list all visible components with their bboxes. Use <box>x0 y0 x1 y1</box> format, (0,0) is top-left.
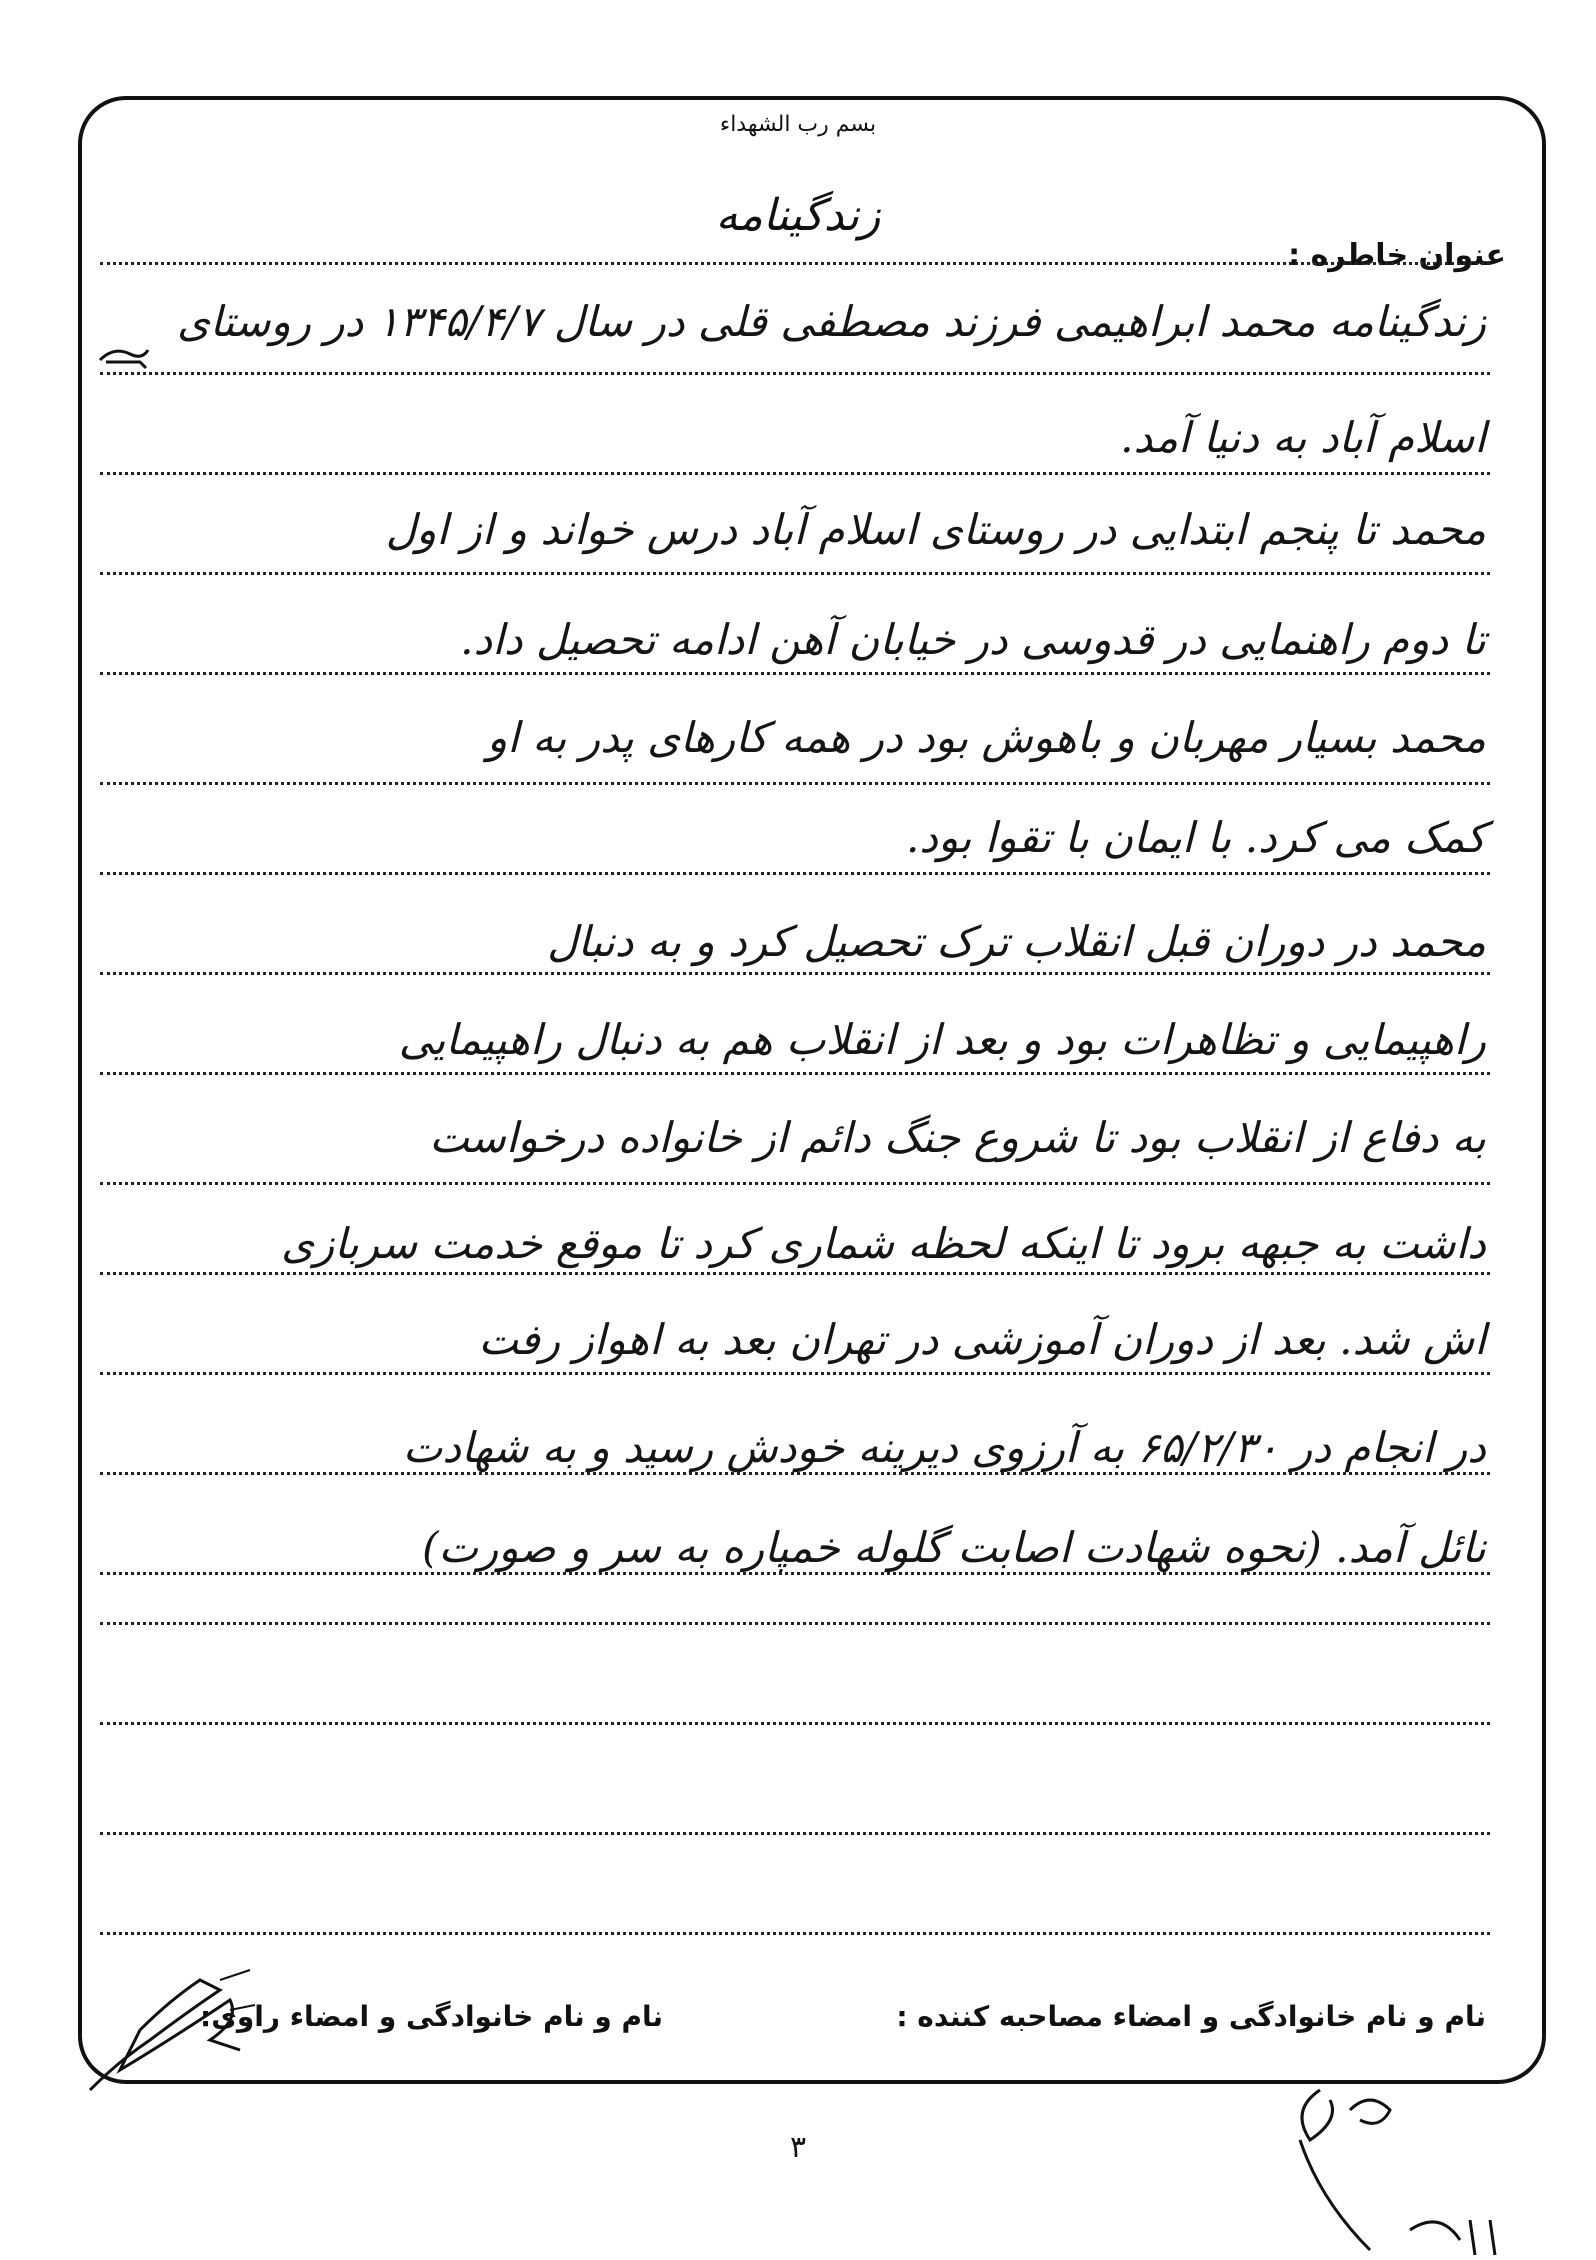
dotted-line <box>100 1372 1490 1375</box>
bismillah-header: بسم رب الشهداء <box>719 112 877 137</box>
page-number: ۳ <box>789 2130 807 2165</box>
handwritten-line: محمد در دوران قبل انقلاب ترک تحصیل کرد و به دنبال <box>547 917 1486 966</box>
handwritten-line: داشت به جبهه برود تا اینکه لحظه شماری کرد تا موقع خدمت سربازی <box>281 1219 1486 1268</box>
handwritten-line: کمک می کرد. با ایمان با تقوا بود. <box>905 813 1486 862</box>
dotted-line <box>100 472 1490 475</box>
dotted-line <box>100 372 1490 375</box>
dotted-line <box>100 1182 1490 1185</box>
dotted-line <box>100 1072 1490 1075</box>
dotted-line <box>100 672 1490 675</box>
dotted-line <box>100 1932 1490 1935</box>
handwritten-line: به دفاع از انقلاب بود تا شروع جنگ دائم از خانواده درخواست <box>429 1113 1486 1162</box>
dotted-line <box>100 262 1490 265</box>
dotted-line <box>100 1622 1490 1625</box>
handwritten-line: اش شد. بعد از دوران آموزشی در تهران بعد به اهواز رفت <box>478 1315 1486 1364</box>
interviewer-signature-label: نام و نام خانوادگی و امضاء مصاحبه کننده : <box>896 2000 1486 2033</box>
interviewer-signature <box>1260 2080 1520 2260</box>
dotted-line <box>100 872 1490 875</box>
dotted-line <box>100 782 1490 785</box>
subject-label: عنوان خاطره : <box>1288 238 1506 273</box>
handwritten-line: در انجام در ۶۵/۲/۳۰ به آرزوی دیرینه خودش رسید و به شهادت <box>402 1423 1486 1472</box>
dotted-line <box>100 1722 1490 1725</box>
narrator-signature <box>80 1950 260 2110</box>
dotted-line <box>100 572 1490 575</box>
handwritten-line: زندگینامه محمد ابراهیمی فرزند مصطفی قلی در سال ۱۳۴۵/۴/۷ در روستای <box>176 297 1486 346</box>
document-title: زندگینامه <box>715 190 881 241</box>
handwritten-line: راهپیمایی و تظاهرات بود و بعد از انقلاب هم به دنبال راهپیمایی <box>398 1015 1486 1064</box>
handwritten-line: محمد بسیار مهربان و باهوش بود در همه کارهای پدر به او <box>486 713 1486 762</box>
handwritten-line: تا دوم راهنمایی در قدوسی در خیابان آهن ادامه تحصیل داد. <box>460 615 1486 664</box>
handwritten-line: اسلام آباد به دنیا آمد. <box>1120 413 1486 462</box>
narrator-signature-label: نام و نام خانوادگی و امضاء راوی: <box>200 2000 664 2033</box>
dotted-line <box>100 972 1490 975</box>
handwritten-line: محمد تا پنجم ابتدایی در روستای اسلام آباد درس خواند و از اول <box>385 505 1486 554</box>
handwritten-line: نائل آمد. (نحوه شهادت اصابت گلوله خمپاره به سر و صورت) <box>422 1523 1486 1572</box>
page-frame <box>78 96 1546 2084</box>
dotted-line <box>100 1832 1490 1835</box>
